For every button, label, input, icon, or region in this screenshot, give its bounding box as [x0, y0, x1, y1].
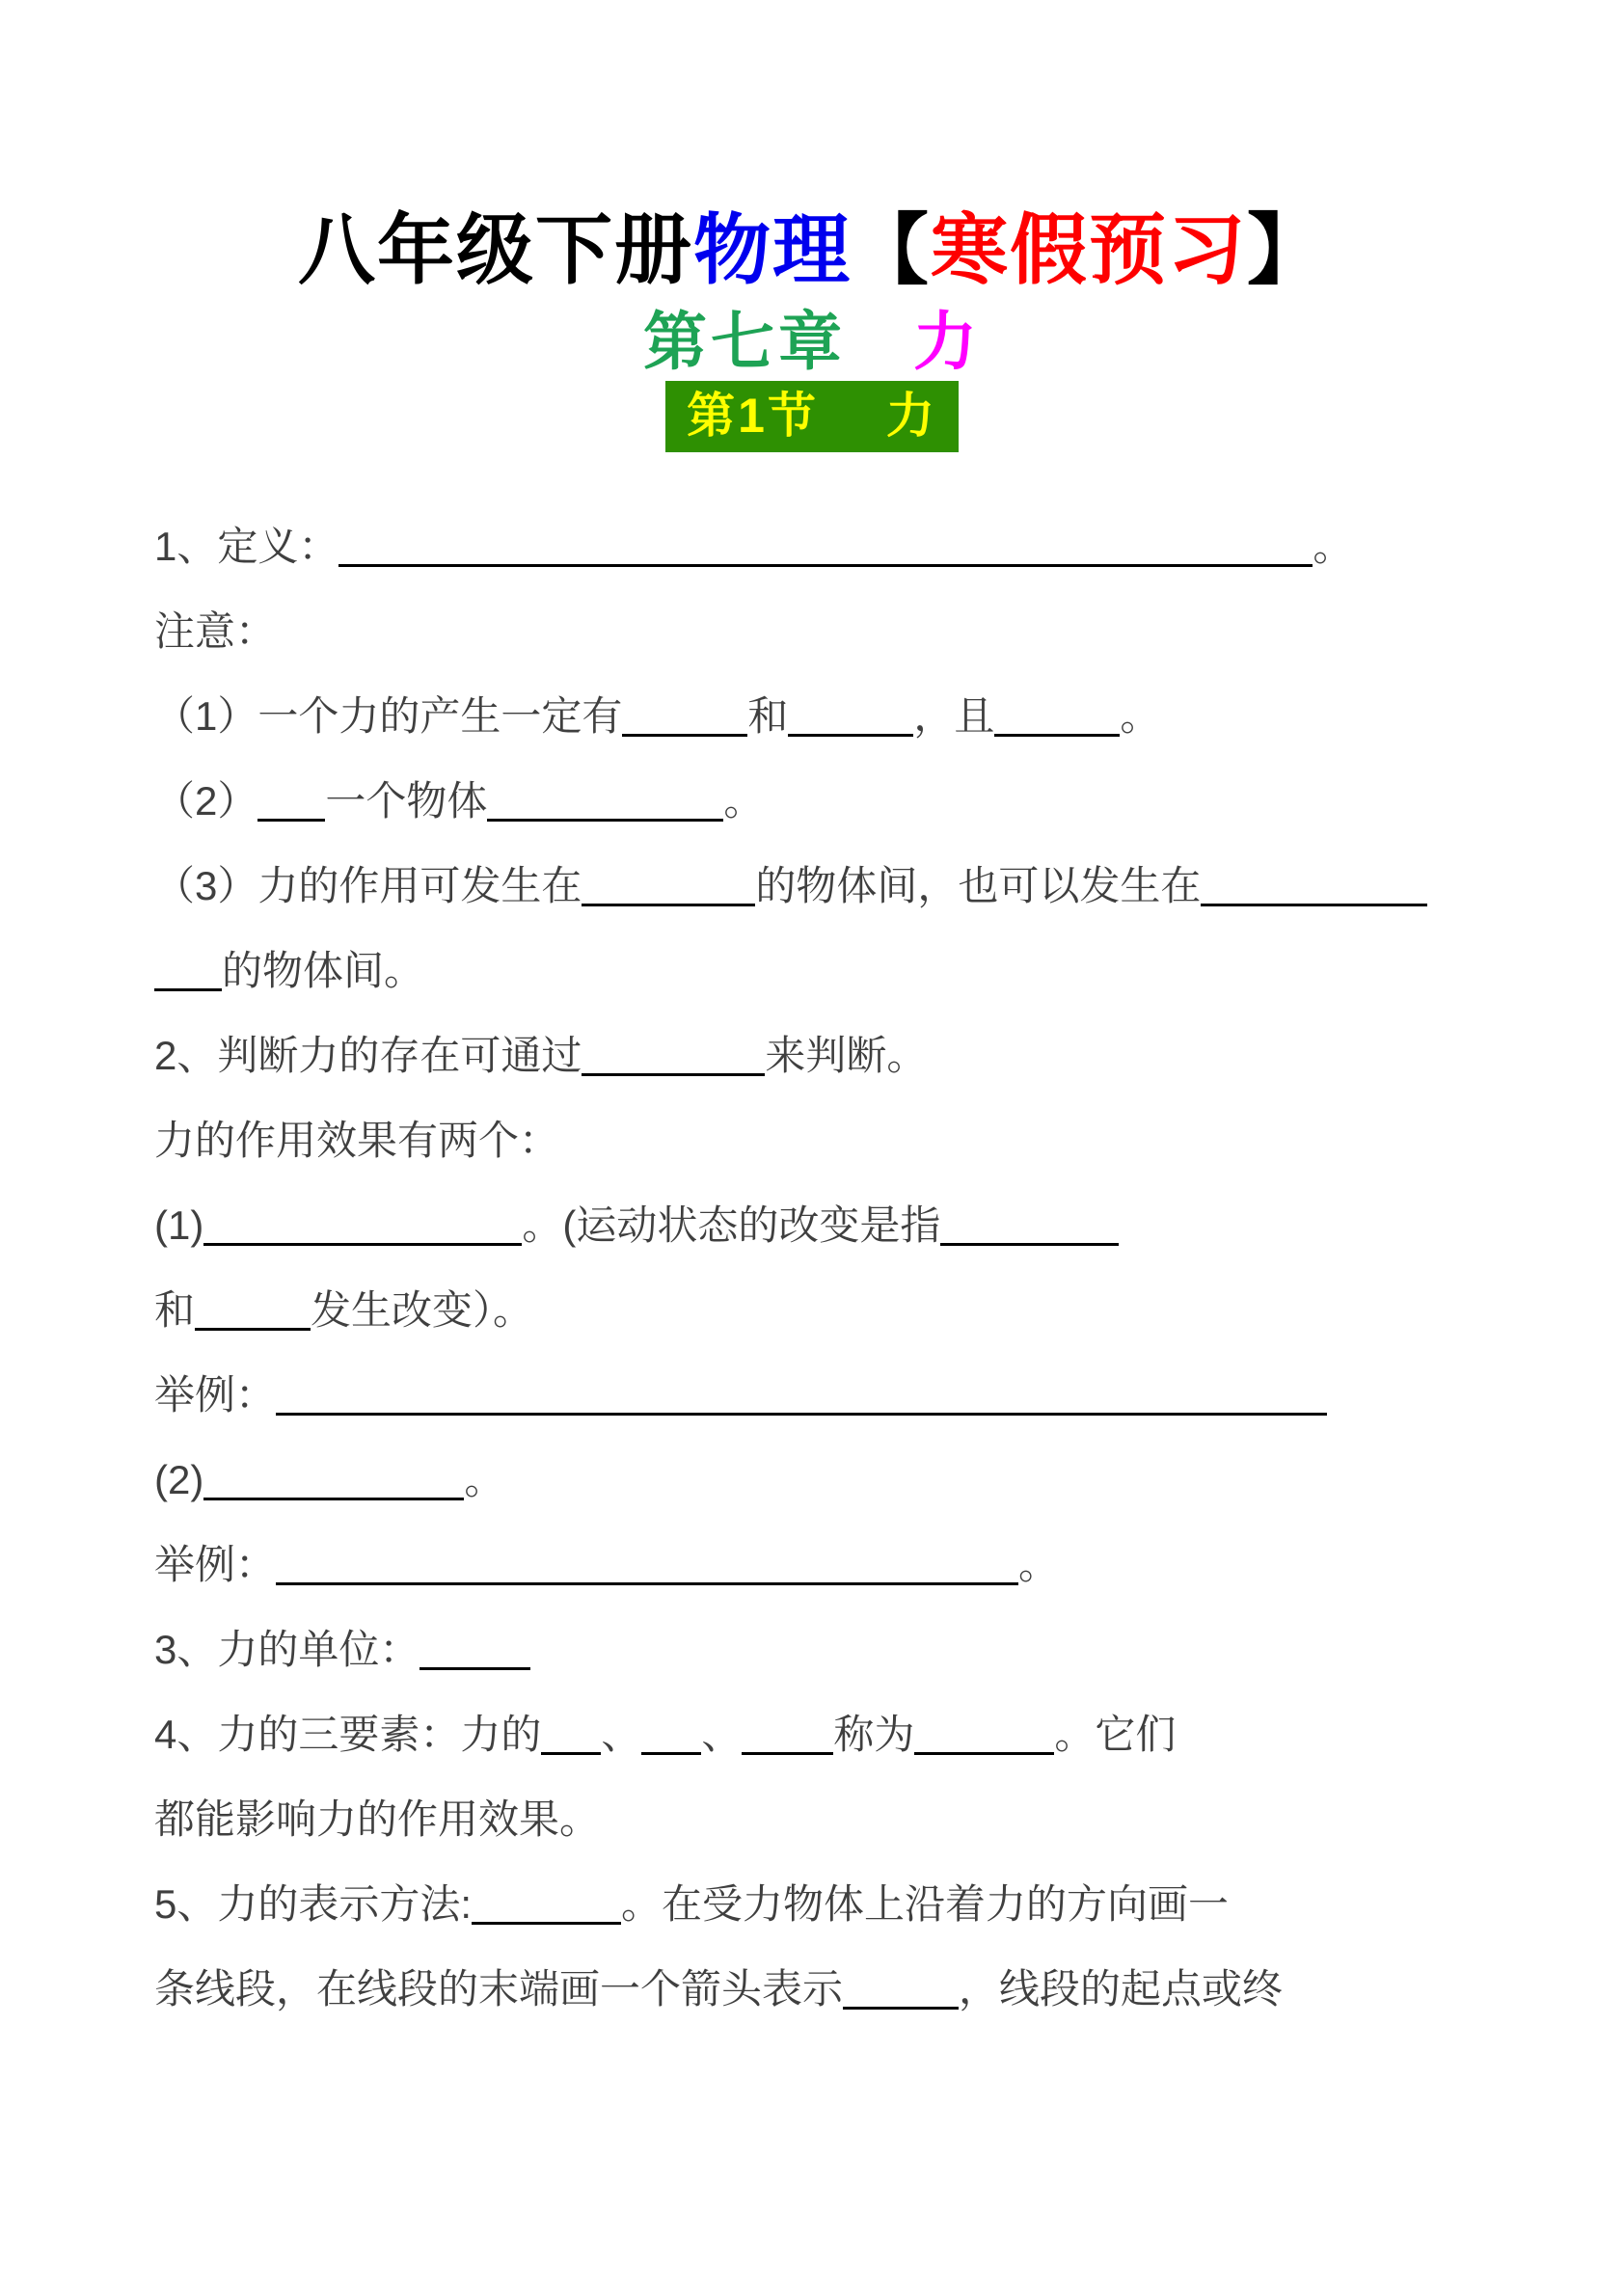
blank-field [622, 695, 747, 737]
text-segment: (1) [154, 1202, 204, 1248]
line-2-judge [154, 1013, 1508, 1098]
text-segment: 。 [464, 1456, 505, 1502]
text-segment: 1、定义： [154, 523, 339, 569]
line-note-item-2 [154, 759, 1508, 844]
line-effect-2 [154, 1438, 1508, 1523]
blank-field [641, 1714, 701, 1755]
text-segment: 2、判断力的存在可通过 [154, 1032, 582, 1078]
blank-field [203, 1204, 522, 1246]
title-segment: 】 [1247, 207, 1326, 293]
text-segment: 举例： [154, 1371, 277, 1418]
blank-field [1201, 865, 1427, 906]
title-segment: 寒假预习 [931, 207, 1247, 293]
blank-field [420, 1629, 530, 1670]
blank-field [788, 695, 913, 737]
blank-field [487, 780, 723, 822]
line-5-method-cont [154, 1947, 1508, 2032]
line-note-label [154, 589, 1508, 674]
blank-field [994, 695, 1120, 737]
text-segment: ，且 [913, 692, 995, 739]
blank-field [843, 1968, 959, 2010]
text-segment: 的物体间。 [222, 947, 425, 993]
title-segment: 八年级下册 [298, 207, 693, 293]
blank-field [276, 1544, 1018, 1585]
line-note-item-1 [154, 674, 1508, 759]
blank-field [914, 1714, 1054, 1755]
chapter-title [0, 307, 1624, 377]
blank-field [203, 1459, 464, 1500]
text-segment: 注意： [154, 608, 277, 654]
blank-field [940, 1204, 1119, 1246]
document-title [0, 0, 1624, 291]
text-segment: 条线段，在线段的末端画一个箭头表示 [154, 1965, 844, 2012]
text-segment: （2） [154, 777, 258, 824]
blank-field [472, 1883, 621, 1925]
chapter-segment: 力 [846, 306, 981, 377]
text-segment: 和 [154, 1286, 196, 1333]
blank-field [541, 1714, 601, 1755]
text-segment: （3）力的作用可发生在 [154, 862, 582, 908]
blank-field [257, 780, 325, 822]
text-segment: 。 [1313, 523, 1354, 569]
blank-field [582, 1035, 765, 1076]
text-segment: 。(运动状态的改变是指 [522, 1202, 941, 1248]
line-effect-1 [154, 1183, 1508, 1268]
text-segment: 。在受力物体上沿着力的方向画一 [621, 1880, 1230, 1927]
text-segment: 一个物体 [325, 777, 488, 824]
line-5-method [154, 1862, 1508, 1947]
title-segment: 【 [852, 207, 931, 293]
text-segment: 发生改变）。 [311, 1286, 534, 1333]
section-heading: 第1节 力 [665, 381, 959, 452]
text-segment: 、 [601, 1711, 642, 1757]
text-segment: ，线段的起点或终 [959, 1965, 1284, 2012]
line-example-1 [154, 1353, 1508, 1438]
text-segment: 来判断。 [765, 1032, 928, 1078]
blank-field [582, 865, 755, 906]
text-segment: 称为 [833, 1711, 915, 1757]
text-segment: 。 [723, 777, 765, 824]
blank-field [276, 1374, 1327, 1416]
line-effects-label [154, 1098, 1508, 1183]
blank-field [338, 526, 1313, 567]
text-segment: (2) [154, 1456, 204, 1502]
blank-field [195, 1289, 311, 1331]
text-segment: 3、力的单位： [154, 1626, 420, 1672]
text-segment: 的物体间，也可以发生在 [755, 862, 1202, 908]
text-segment: 。 [1018, 1541, 1060, 1587]
text-segment: 举例： [154, 1541, 277, 1587]
text-segment: 和 [747, 692, 789, 739]
text-segment: 、 [701, 1711, 743, 1757]
text-segment: 4、力的三要素：力的 [154, 1711, 542, 1757]
worksheet-body [0, 504, 1624, 2032]
text-segment: （1）一个力的产生一定有 [154, 692, 623, 739]
line-4-elements-cont [154, 1777, 1508, 1862]
line-note-item-3 [154, 844, 1508, 929]
line-1-definition [154, 504, 1508, 589]
blank-field [742, 1714, 833, 1755]
text-segment: 都能影响力的作用效果。 [154, 1796, 601, 1842]
text-segment: 5、力的表示方法: [154, 1880, 473, 1927]
blank-field [154, 950, 222, 991]
text-segment: 。 [1120, 692, 1161, 739]
text-segment: 。它们 [1054, 1711, 1177, 1757]
line-effect-1-cont [154, 1268, 1508, 1353]
line-3-unit [154, 1607, 1508, 1692]
text-segment: 力的作用效果有两个： [154, 1117, 560, 1163]
line-example-2 [154, 1523, 1508, 1607]
section-heading-row [0, 381, 1624, 452]
title-segment: 物理 [693, 207, 852, 293]
chapter-segment: 第七章 [643, 306, 846, 377]
line-4-elements [154, 1692, 1508, 1777]
line-note-item-3-cont [154, 929, 1508, 1013]
